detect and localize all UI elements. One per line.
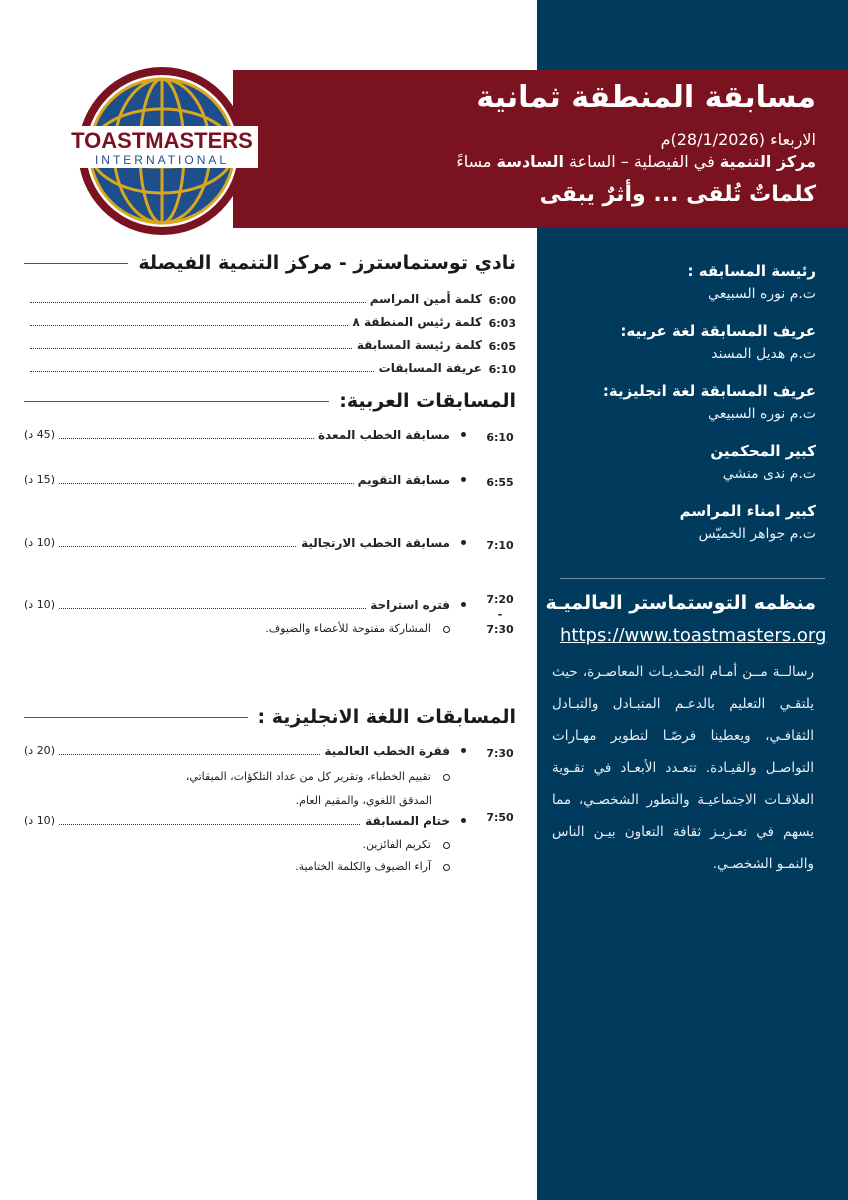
agenda-duration: (20 د) (24, 744, 58, 757)
agenda-duration: (10 د) (24, 814, 58, 827)
role-name: ت.م ندى منشي (722, 466, 816, 482)
role-name: ت.م نوره السبيعي (708, 286, 816, 302)
agenda-subitem-cont: المدقق اللغوي، والمقيم العام. (295, 794, 432, 807)
role-title: كبير المحكمين (710, 442, 816, 460)
bullet (461, 602, 466, 607)
agenda-label: مسابقة الخطب الارتجالية (297, 536, 450, 550)
agenda-duration: (15 د) (24, 473, 58, 486)
agenda-subitem: آراء الضيوف والكلمة الختامية. (295, 860, 450, 873)
heading-rule (24, 717, 248, 718)
org-website-link[interactable]: https://www.toastmasters.org (560, 625, 827, 646)
agenda-row (24, 315, 516, 338)
role-item (560, 502, 816, 542)
logo-word1: TOASTMASTERS (71, 128, 253, 153)
agenda-duration: (45 د) (24, 428, 58, 441)
event-hour-rest: مساءً (456, 152, 497, 171)
agenda-time: 6:03 (488, 317, 516, 330)
sidebar-divider (560, 578, 825, 579)
agenda-label: مسابقة التقويم (354, 473, 450, 487)
agenda-time: 6:55 (486, 476, 514, 489)
arabic-section-heading (24, 390, 516, 412)
circle-bullet (443, 626, 450, 633)
agenda-item (24, 593, 516, 648)
agenda-item (24, 744, 516, 814)
org-description: رسالــة مــن أمـام التحـديـات المعاصـرة، حيث يلتقـي التعليم بالدعـم المتبـادل والتبـادل الثقافـي، ويعطينا فرصًـا لتطوير مهـارات التواصـل والقيـادة. تتعـدد الأبعـاد في تقـوية العلاقـات الاجتماعيـة والتطور الشخصـي، مما يسهم في تعـزيـز ثقافة التعاون بيـن الناس والنمـو الشخصـي. (552, 664, 814, 872)
agenda-label: فتره استراحة (366, 598, 450, 612)
venue-name: مركز التنمية (719, 152, 816, 171)
agenda-time: 6:10 (486, 431, 514, 444)
bullet (461, 818, 466, 823)
agenda-time: 6:10 (488, 363, 516, 376)
agenda-label: ختام المسابقة (361, 814, 450, 828)
role-title: كبير امناء المراسم (679, 502, 816, 520)
role-item (560, 442, 816, 482)
role-title: عريف المسابقة لغة انجليزية: (602, 382, 816, 400)
arabic-section-title: المسابقات العربية: (339, 390, 516, 412)
agenda-subitem: المشاركة مفتوحة للأعضاء والضيوف. (265, 622, 450, 635)
agenda-time: 7:10 (486, 539, 514, 552)
circle-bullet (443, 842, 450, 849)
arabic-items (24, 418, 516, 658)
agenda-item (24, 473, 516, 493)
circle-bullet (443, 864, 450, 871)
role-item (560, 382, 816, 422)
bullet (461, 432, 466, 437)
bullet (461, 540, 466, 545)
agenda-row (24, 361, 516, 384)
circle-bullet (443, 774, 450, 781)
agenda (24, 252, 516, 896)
time-start: 7:20 (486, 593, 514, 606)
agenda-time: 6:00 (488, 294, 516, 307)
agenda-label: مسابقة الخطب المعدة (314, 428, 450, 442)
venue-rest: في الفيصلية – الساعة (563, 152, 720, 171)
roles-list (560, 262, 816, 562)
club-section-title: نادي توستماسترز - مركز التنمية الفيصلة (138, 252, 516, 274)
english-section-heading (24, 706, 516, 728)
english-items (24, 736, 516, 896)
agenda-time: 7:30 (486, 747, 514, 760)
bullet (461, 748, 466, 753)
agenda-subitem: تكريم الفائزين. (363, 838, 450, 851)
agenda-duration: (10 د) (24, 536, 58, 549)
event-date: الاربعاء (28/1/2026)م (660, 130, 816, 149)
agenda-item (24, 536, 516, 556)
agenda-row (24, 338, 516, 361)
org-title: منظمه التوستماستر العالميـة (545, 592, 816, 614)
agenda-label: عريفة المسابقات (375, 361, 482, 375)
event-hour: السادسة (496, 152, 564, 171)
agenda-item (24, 428, 516, 448)
agenda-subitem: تقييم الخطباء، وتقرير كل من عداد التلكؤات، الميقاتي، (186, 770, 450, 783)
agenda-time: 6:05 (488, 340, 516, 353)
agenda-time-range (484, 592, 516, 637)
role-name: ت.م هديل المسند (711, 346, 816, 362)
heading-rule (24, 263, 128, 264)
header-banner (233, 70, 848, 228)
role-title: رئيسة المسابقه : (687, 262, 816, 280)
event-venue (456, 152, 816, 171)
heading-rule (24, 401, 329, 402)
toastmasters-logo-icon (62, 66, 262, 236)
agenda-label: كلمة رئيسة المسابقة (353, 338, 482, 352)
agenda-label: فقرة الخطب العالمية (320, 744, 450, 758)
bullet (461, 477, 466, 482)
time-sep: - (497, 608, 503, 621)
agenda-duration: (10 د) (24, 598, 58, 611)
logo-word2: INTERNATIONAL (94, 153, 230, 167)
club-section-heading (24, 252, 516, 274)
role-item (560, 322, 816, 362)
role-name: ت.م نوره السبيعي (708, 406, 816, 422)
agenda-item (24, 811, 516, 884)
agenda-row (24, 292, 516, 315)
role-name: ت.م جواهر الخميّس (698, 526, 816, 542)
event-title: مسابقة المنطقة ثمانية (476, 80, 816, 115)
time-end: 7:30 (486, 623, 514, 636)
event-tagline: كلماتٌ تُلقى ... وأثرٌ يبقى (539, 182, 816, 207)
role-item (560, 262, 816, 302)
role-title: عريف المسابقة لغة عربيه: (620, 322, 816, 340)
agenda-label: كلمة أمين المراسم (366, 292, 482, 306)
agenda-time: 7:50 (486, 811, 514, 824)
agenda-label: كلمة رئيس المنطقة ٨ (348, 315, 482, 329)
english-section-title: المسابقات اللغة الانجليزية : (257, 706, 516, 728)
